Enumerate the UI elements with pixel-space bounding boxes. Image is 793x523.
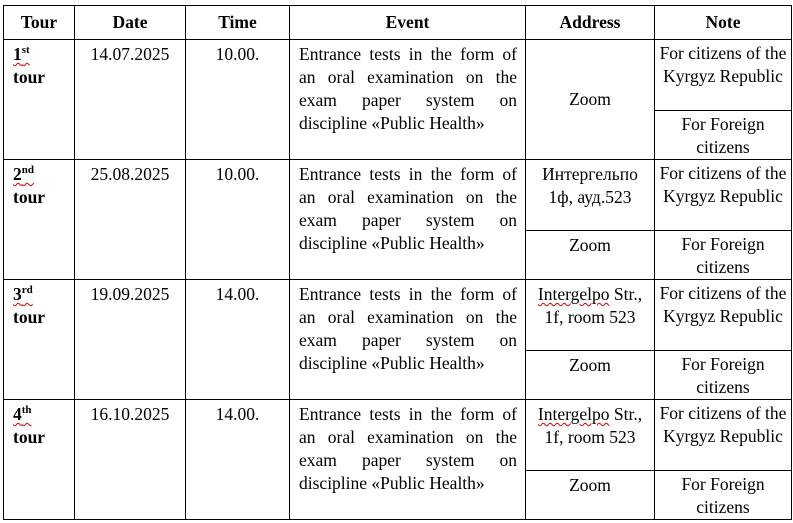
tour-cell [4,399,75,519]
note-cell: For Foreign citizens [655,470,792,519]
date-cell: 25.08.2025 [75,159,186,279]
tour-cell [4,279,75,399]
tour-number: 1st [13,44,30,64]
header-row [4,6,792,40]
tour-number: 3rd [13,283,33,304]
note-cell: For Foreign citizens [655,230,792,279]
address-cell: Интергельпо 1ф, ауд.523 [526,159,655,230]
header-date: Date [75,6,186,40]
tour-number: 4th [13,403,32,424]
note-cell: For citizens of the Kyrgyz Republic [655,399,792,470]
event-cell: Entrance tests in the form of an oral examination on the exam paper system on discipline «Public Health» [290,159,526,279]
address-cell: Zoom [526,470,655,519]
address-cell: Zoom [526,350,655,399]
address-cell [526,399,655,470]
note-cell: For citizens of the Kyrgyz Republic [655,40,792,111]
date-cell: 14.07.2025 [75,40,186,160]
header-time: Time [186,6,290,40]
time-cell: 10.00. [186,40,290,160]
tour-number: 2nd [13,163,34,184]
table-row [4,279,792,350]
table-row [4,399,792,470]
note-cell: For Foreign citizens [655,110,792,159]
note-cell: For Foreign citizens [655,350,792,399]
address-cell: Zoom [526,40,655,160]
event-cell: Entrance tests in the form of an oral examination on the exam paper system on discipline «Public Health» [290,40,526,160]
note-cell: For citizens of the Kyrgyz Republic [655,279,792,350]
address-street-rest: Str., 1f, room 523 [544,403,643,447]
time-cell: 14.00. [186,399,290,519]
event-cell: Entrance tests in the form of an oral examination on the exam paper system on discipline «Public Health» [290,279,526,399]
event-cell: Entrance tests in the form of an oral examination on the exam paper system on discipline «Public Health» [290,399,526,519]
tour-word: tour [13,426,46,447]
time-cell: 10.00. [186,159,290,279]
address-street-name: Intergelpo [537,283,610,304]
note-cell: For citizens of the Kyrgyz Republic [655,159,792,230]
table-row [4,40,792,111]
address-cell: Zoom [526,230,655,279]
address-cell [526,279,655,350]
date-cell: 19.09.2025 [75,279,186,399]
time-cell: 14.00. [186,279,290,399]
header-note: Note [655,6,792,40]
address-street-name: Intergelpo [537,403,610,424]
schedule-table [3,5,792,520]
header-address: Address [526,6,655,40]
tour-word: tour [13,67,46,87]
tour-word: tour [13,306,46,327]
header-tour: Tour [4,6,75,40]
tour-cell [4,159,75,279]
header-event: Event [290,6,526,40]
tour-word: tour [13,186,46,207]
tour-cell [4,40,75,160]
table-row [4,159,792,230]
date-cell: 16.10.2025 [75,399,186,519]
address-street-rest: Str., 1f, room 523 [544,283,643,327]
